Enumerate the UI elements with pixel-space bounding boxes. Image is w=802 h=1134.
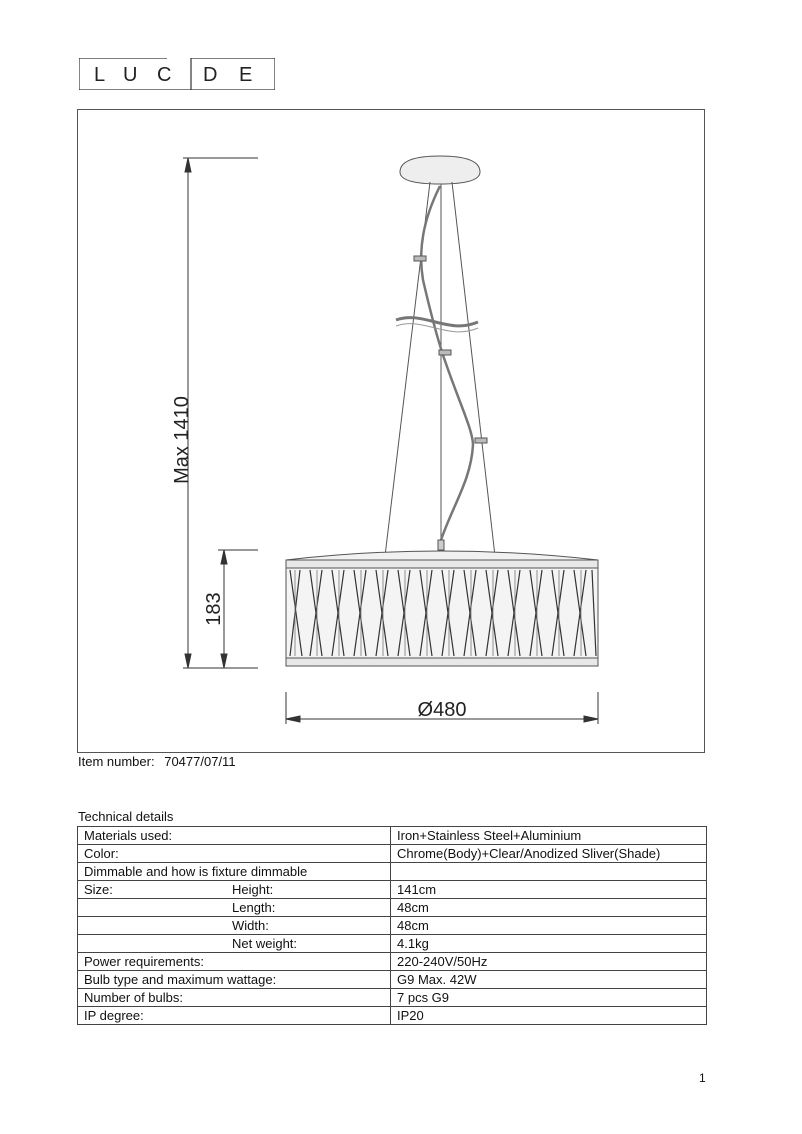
spec-sublabel: Height: <box>232 882 274 897</box>
spec-label-cell <box>78 935 391 953</box>
pendant-lamp <box>286 156 598 666</box>
page-number: 1 <box>699 1071 706 1085</box>
item-number-value: 70477/07/11 <box>164 754 236 769</box>
spec-label: Materials used: <box>84 828 173 843</box>
spec-value: 7 pcs G9 <box>391 989 707 1007</box>
spec-label-cell <box>78 1007 391 1025</box>
spec-label: Bulb type and maximum wattage: <box>84 972 277 987</box>
spec-row <box>78 845 707 863</box>
technical-drawing <box>77 109 705 753</box>
logo-letter-e: E <box>239 64 253 86</box>
spec-row <box>78 971 707 989</box>
spec-value <box>391 863 707 881</box>
spec-label-cell <box>78 953 391 971</box>
item-number-label: Item number: <box>78 754 155 769</box>
spec-label: Dimmable and how is fixture dimmable <box>84 864 308 879</box>
spec-value: 141cm <box>391 881 707 899</box>
spec-label-cell <box>78 899 391 917</box>
logo-letter-c: C <box>157 64 172 86</box>
spec-label: Power requirements: <box>84 954 204 969</box>
spec-row <box>78 827 707 845</box>
spec-label-cell <box>78 827 391 845</box>
spec-label: Number of bulbs: <box>84 990 183 1005</box>
lucide-logo <box>79 58 275 90</box>
spec-label: Size: <box>84 882 113 897</box>
spec-value: 48cm <box>391 917 707 935</box>
spec-row <box>78 899 707 917</box>
spec-sublabel: Length: <box>232 900 276 915</box>
height-label: Max 1410 <box>171 396 193 484</box>
shade-height-label: 183 <box>203 592 225 626</box>
height-dimension <box>183 158 258 668</box>
spec-row <box>78 935 707 953</box>
spec-value: G9 Max. 42W <box>391 971 707 989</box>
spec-value: IP20 <box>391 1007 707 1025</box>
spec-sublabel: Width: <box>232 918 269 933</box>
spec-label-cell <box>78 845 391 863</box>
logo-letter-d: D <box>203 64 218 86</box>
spec-row <box>78 989 707 1007</box>
spec-value: 48cm <box>391 899 707 917</box>
spec-sublabel: Net weight: <box>232 936 298 951</box>
spec-value: 4.1kg <box>391 935 707 953</box>
spec-label: Color: <box>84 846 119 861</box>
logo-letter-l: L <box>94 64 106 86</box>
logo-letter-u: U <box>123 64 138 86</box>
technical-details-title: Technical details <box>78 809 174 824</box>
spec-label-cell <box>78 881 391 899</box>
spec-row <box>78 917 707 935</box>
spec-label-cell <box>78 917 391 935</box>
spec-label-cell <box>78 971 391 989</box>
spec-value: Iron+Stainless Steel+Aluminium <box>391 827 707 845</box>
item-number <box>78 754 236 769</box>
spec-row <box>78 1007 707 1025</box>
spec-row <box>78 953 707 971</box>
spec-row <box>78 881 707 899</box>
spec-label-cell <box>78 989 391 1007</box>
technical-details-table <box>77 826 707 1025</box>
spec-value: Chrome(Body)+Clear/Anodized Sliver(Shade) <box>391 845 707 863</box>
spec-label-cell <box>78 863 391 881</box>
diameter-label: Ø480 <box>417 699 467 721</box>
spec-value: 220-240V/50Hz <box>391 953 707 971</box>
spec-row <box>78 863 707 881</box>
spec-label: IP degree: <box>84 1008 144 1023</box>
